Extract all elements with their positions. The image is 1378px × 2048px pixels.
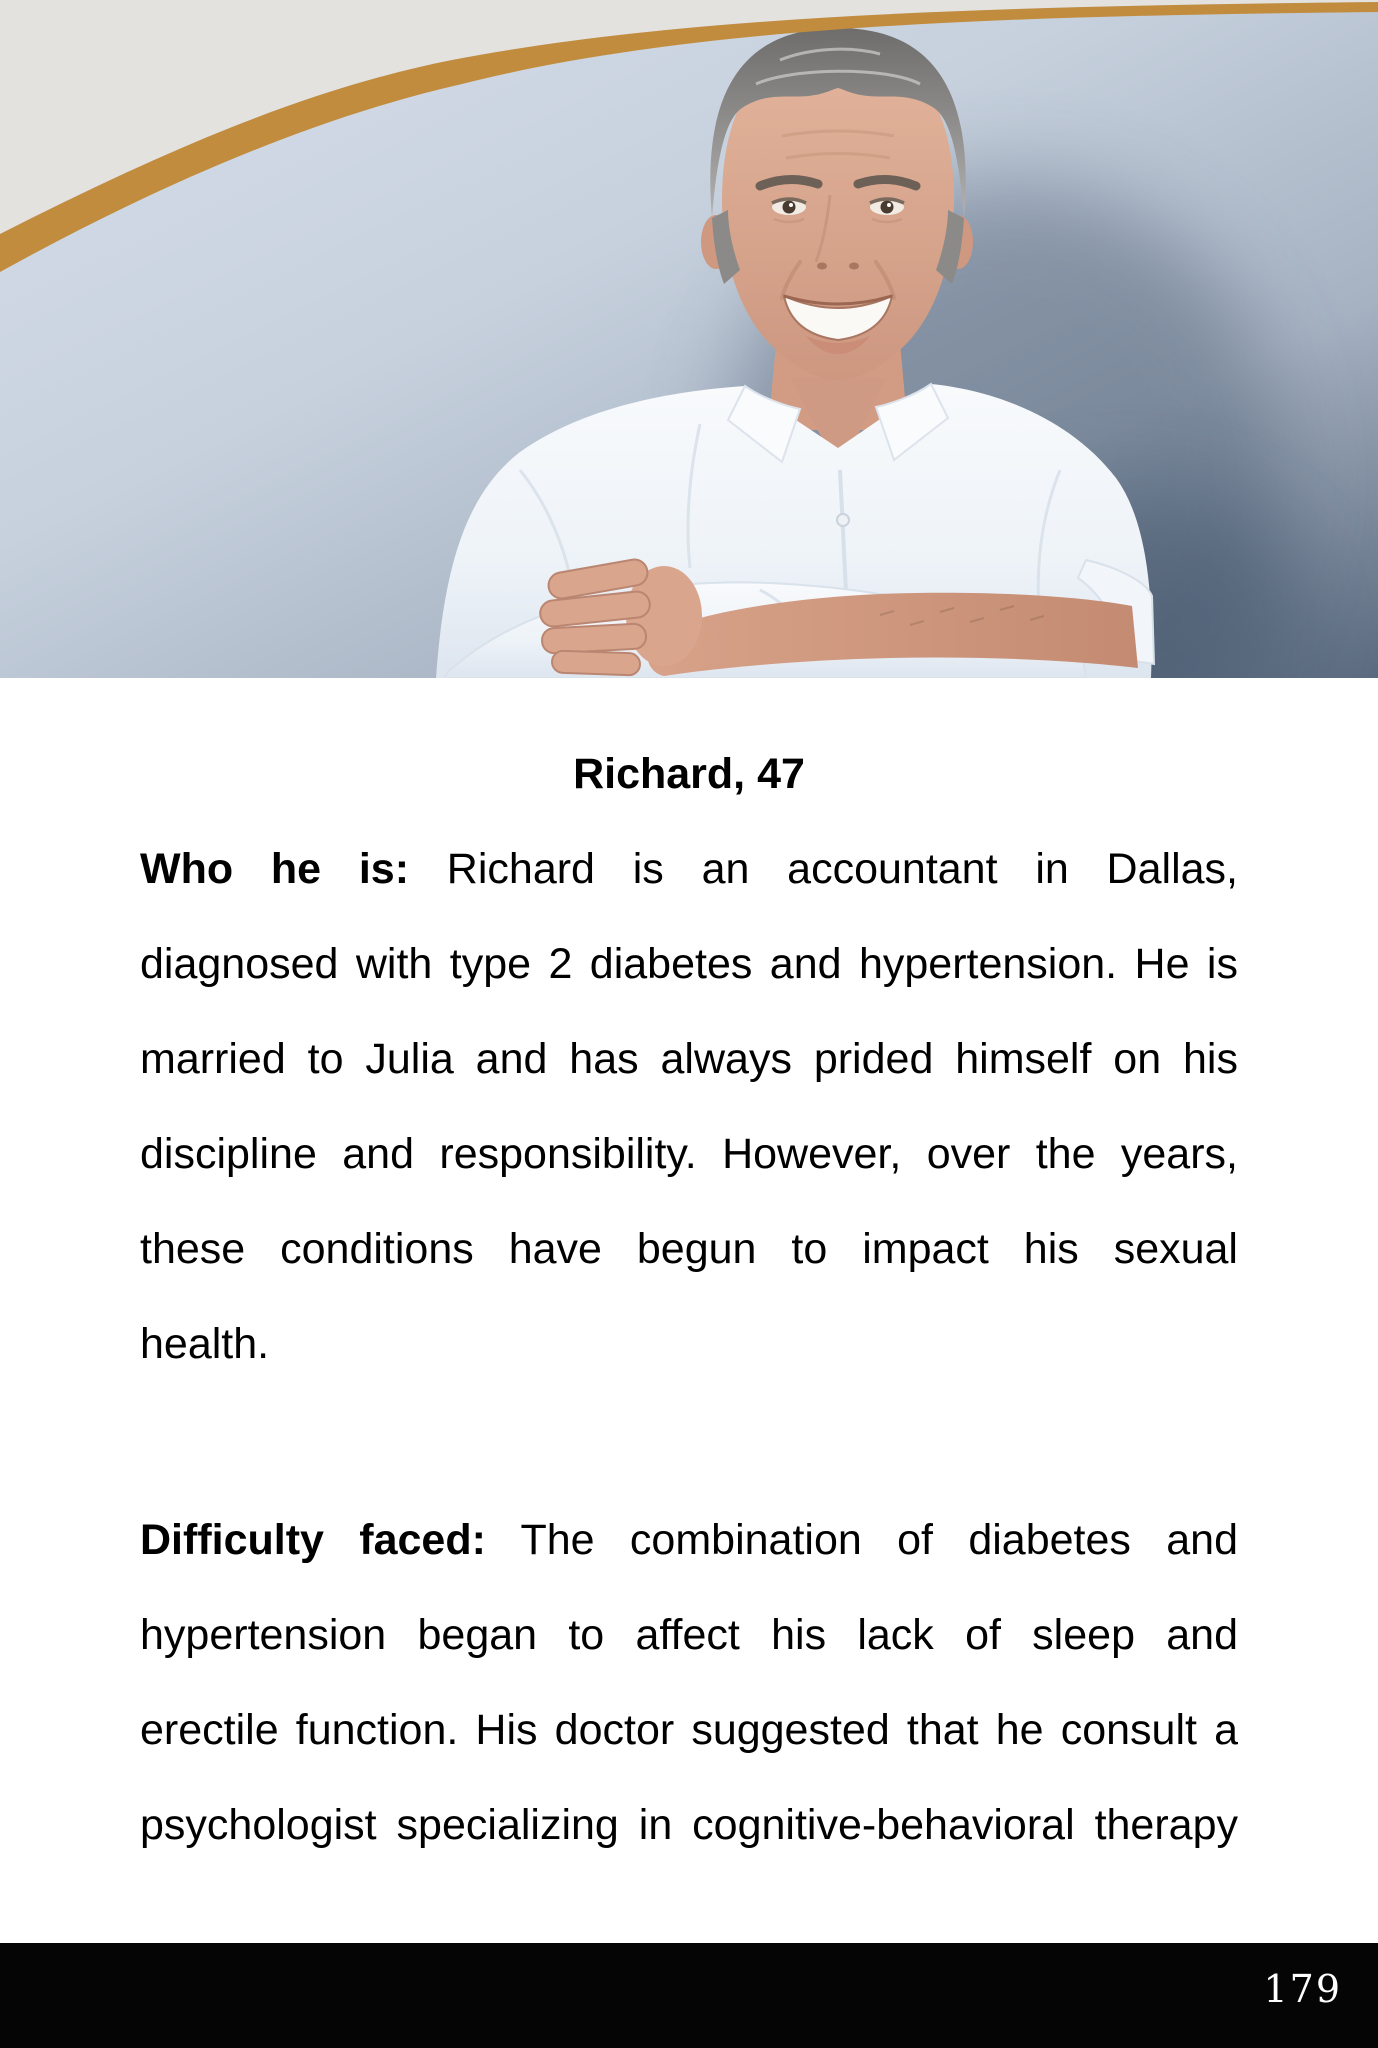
hero-photo bbox=[0, 0, 1378, 678]
text-line: these conditions have begun to impact his sexual bbox=[140, 1225, 1238, 1273]
text-line: discipline and responsibility. However, over the years, bbox=[140, 1130, 1238, 1178]
text-line: diagnosed with type 2 diabetes and hypertension. He is bbox=[140, 940, 1238, 988]
text-line: hypertension began to affect his lack of sleep and bbox=[140, 1611, 1238, 1659]
page-footer bbox=[0, 1943, 1378, 2048]
case-paragraph bbox=[140, 1493, 1238, 1873]
text-line: Difficulty faced: The combination of diabetes and bbox=[140, 1516, 1238, 1564]
case-paragraph bbox=[140, 822, 1238, 1392]
text-line: psychologist specializing in cognitive-behavioral therapy bbox=[140, 1801, 1238, 1849]
text-line: health. bbox=[140, 1320, 270, 1368]
page-title: Richard, 47 bbox=[573, 750, 805, 798]
text-line: erectile function. His doctor suggested that he consult a bbox=[140, 1706, 1238, 1754]
bold-lead-in: Who he is: bbox=[140, 845, 410, 893]
man-portrait-arms-crossed bbox=[0, 0, 1378, 678]
text-line: Who he is: Richard is an accountant in Dallas, bbox=[140, 845, 1238, 893]
page-number: 179 bbox=[1263, 1967, 1342, 2011]
text-line: married to Julia and has always prided himself on his bbox=[140, 1035, 1238, 1083]
case-study-text bbox=[140, 727, 1238, 1873]
bold-lead-in: Difficulty faced: bbox=[140, 1516, 486, 1564]
paragraphs bbox=[140, 822, 1238, 1873]
